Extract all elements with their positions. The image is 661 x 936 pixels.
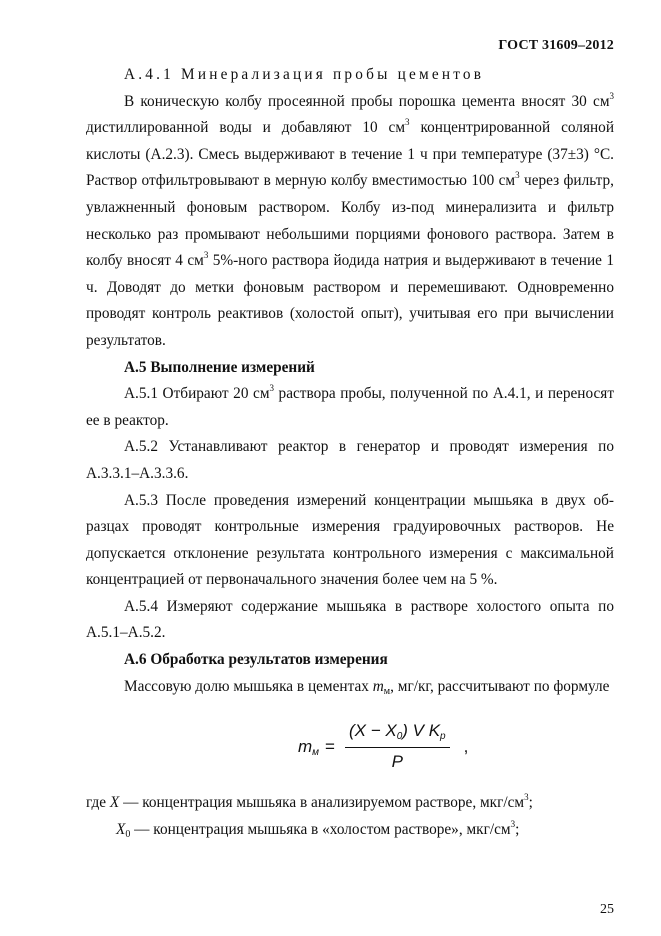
superscript: 3: [515, 170, 520, 181]
section-a5-heading: А.5 Выполнение измерений: [124, 358, 315, 376]
text-fragment: Массовую долю мышьяка в цементах: [124, 677, 373, 695]
symbol-m: m: [372, 677, 384, 695]
text-fragment: через фильтр, увлажненный фоновым раствором. Колбу из-под минерализита и фильтр несколько раз промывают небольшими порциями фонового раствора. Затем в колбу вносят 4 см: [86, 172, 614, 270]
text-fragment: А.5.1 Отбирают 20 см: [124, 385, 270, 403]
section-a6-paragraph: [86, 674, 614, 701]
definition-x0: [86, 817, 614, 844]
document-body: [86, 62, 614, 843]
section-a41-paragraph: [86, 89, 614, 355]
mass-fraction-formula: [298, 718, 468, 775]
superscript: 3: [269, 383, 274, 394]
section-a6-heading: А.6 Обработка результатов измерения: [124, 651, 388, 669]
subscript: м: [383, 685, 391, 697]
clause-a51: [86, 381, 614, 434]
clause-a53: А.5.3 После проведения измерений концентрации мышьяка в двух об-разцах проводят контрольные измерения градуировочных растворов. Не допускается отклонение результата контрольного измерения с максимальной концентрацией от первоначального значения более чем на 5 %.: [86, 491, 614, 589]
text-fragment: — концентрация мышьяка в «холостом растворе», мкг/см: [130, 820, 511, 838]
text-fragment: 5%-ного раствора йодида натрия и выдерживают в течение 1 ч. Доводят до метки фоновым раствором и перемешивают. Одновременно проводят контроль реактивов (холостой опыт), учитывая его при вычислении результатов.: [86, 252, 614, 349]
text-fragment: — концентрация мышьяка в анализируемом растворе, мкг/см: [119, 794, 525, 812]
text-fragment: , мг/кг, рассчитывают по формуле: [390, 677, 610, 695]
formula-lhs: [298, 734, 319, 761]
page-number: 25: [600, 902, 614, 917]
superscript: 3: [203, 250, 209, 261]
formula-symbol-m: m: [298, 736, 313, 756]
text-fragment: концентрированной соляной кислоты (А.2.3). Смесь выдерживают в течение 1 ч при температуре (37±3) °С. Раствор отфильтровывают в мерную колбу вместимостью 100 см: [86, 119, 615, 190]
superscript: 3: [524, 792, 529, 803]
formula-denominator: P: [391, 751, 403, 771]
clause-a52: А.5.2 Устанавливают реактор в генератор и проводят измерения по А.3.3.1–А.3.3.6.: [86, 438, 614, 482]
text-fragment: дистиллированной воды и добавляют 10 см: [86, 119, 406, 137]
superscript: 3: [510, 818, 516, 829]
superscript: 3: [405, 117, 410, 128]
document-standard-id: ГОСТ 31609–2012: [498, 38, 614, 53]
formula-text: (X − X: [348, 721, 397, 741]
formula-text: ) V K: [402, 721, 441, 741]
text-fragment: ;: [528, 794, 533, 812]
subscript: 0: [396, 731, 403, 743]
clause-a54: А.5.4 Измеряют содержание мышьяка в растворе холостого опыта по А.5.1–А.5.2.: [86, 597, 614, 642]
text-fragment: В коническую колбу просеянной пробы порошка цемента вносят 30 см: [124, 92, 610, 110]
superscript: 3: [609, 90, 614, 101]
symbol-x0: X: [116, 820, 126, 838]
text-fragment: где: [86, 794, 110, 812]
symbol-x: X: [109, 794, 120, 812]
formula-equals: =: [325, 736, 335, 756]
formula-fraction: [345, 718, 450, 775]
formula-comma: ,: [463, 736, 469, 756]
text-fragment: раствора пробы, полученной по А.4.1, и переносят ее в реактор.: [86, 385, 614, 429]
section-a41-heading: А.4.1 Минерализация пробы цементов: [124, 66, 485, 83]
subscript: м: [312, 746, 320, 758]
formula-block: [86, 700, 614, 790]
text-fragment: ;: [515, 820, 520, 838]
subscript: р: [440, 731, 446, 743]
definition-x: [86, 790, 614, 817]
formula-numerator: [345, 718, 450, 748]
subscript: 0: [125, 828, 131, 840]
